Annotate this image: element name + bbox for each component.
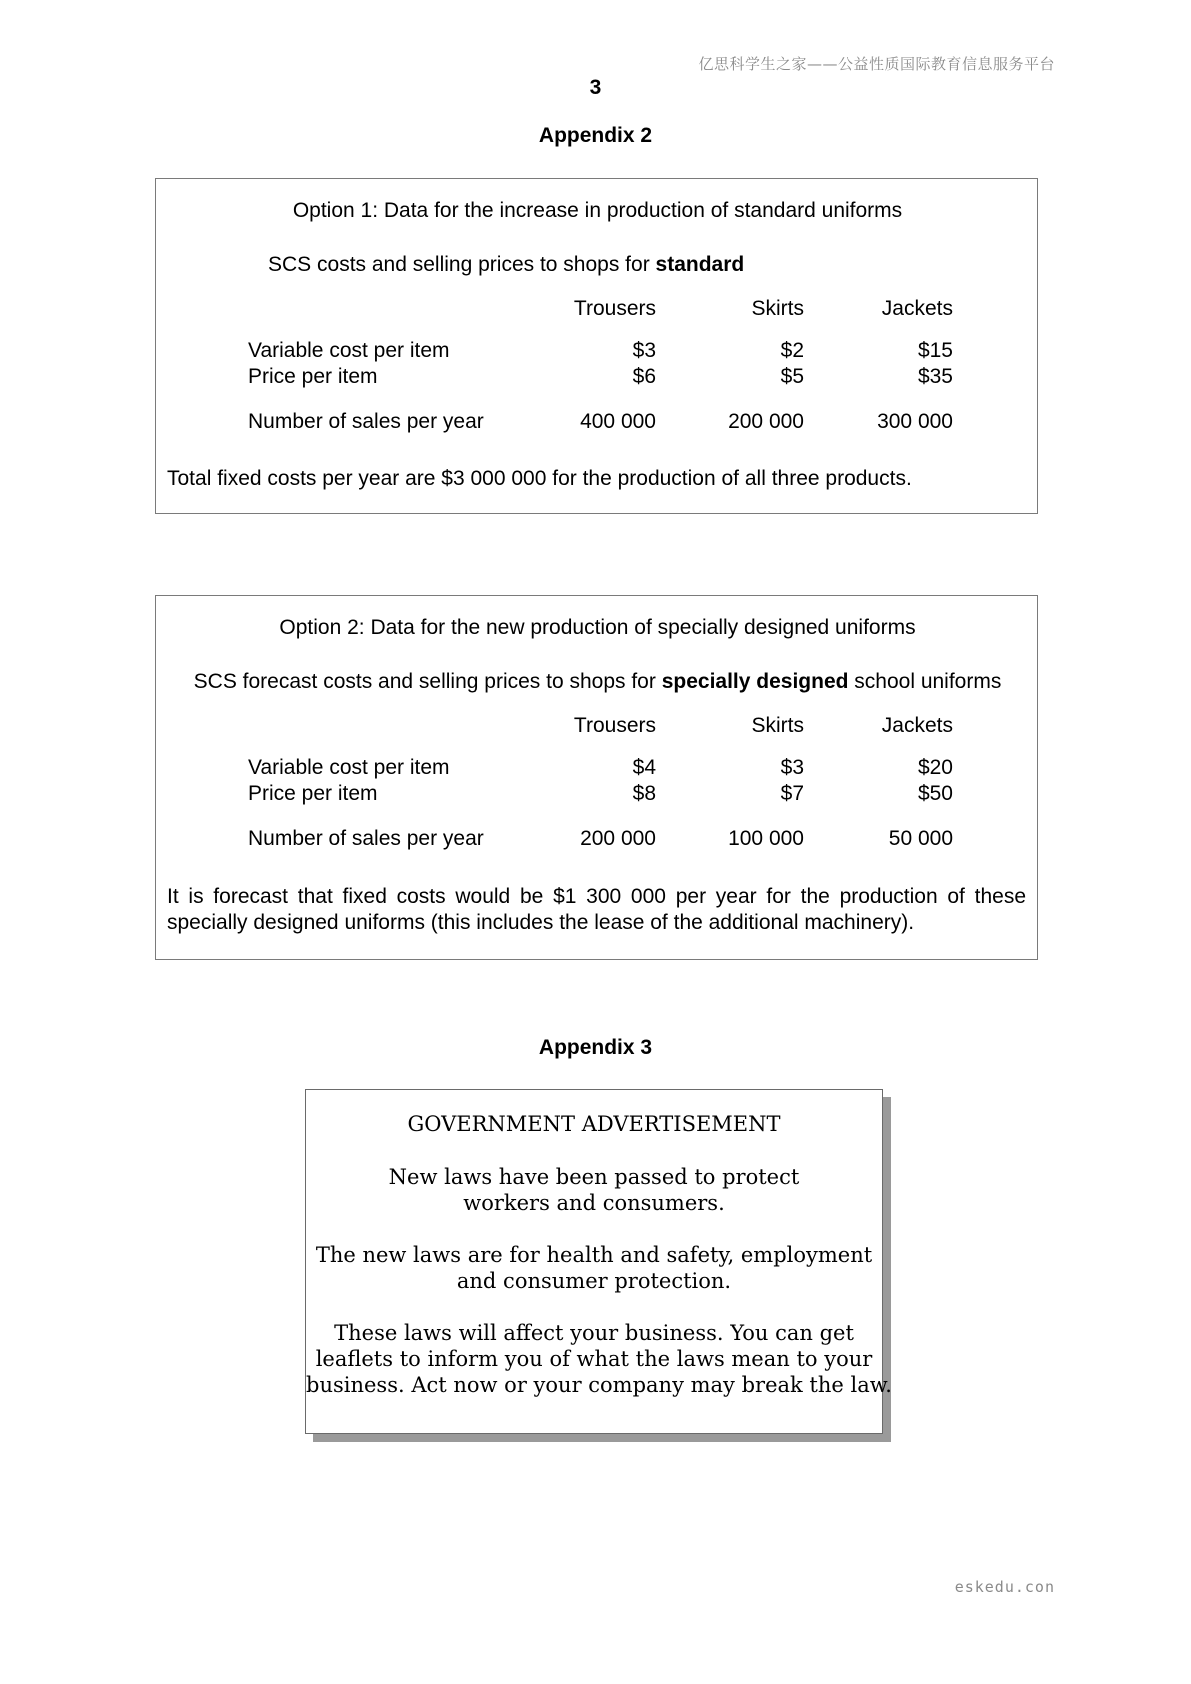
table-cell: $50: [917, 782, 953, 805]
row-label-variable-cost: Variable cost per item: [248, 756, 450, 779]
option-2-note-line-1: It is forecast that fixed costs would be $1 300 000 per year for the production of these: [167, 885, 1026, 908]
table-cell: $3: [632, 339, 656, 362]
appendix-3-heading: Appendix 3: [538, 1036, 653, 1059]
advertisement-line: and consumer protection.: [456, 1269, 732, 1293]
table-cell: $20: [917, 756, 953, 779]
table-cell: $5: [780, 365, 804, 388]
table-cell: $6: [632, 365, 656, 388]
option-1-subtitle-text: SCS costs and selling prices to shops for: [268, 253, 656, 276]
option-1-subtitle-bold: standard: [655, 253, 745, 276]
watermark-url: eskedu.con: [954, 1578, 1055, 1596]
column-header-skirts: Skirts: [751, 297, 804, 320]
option-1-box: [155, 178, 1038, 514]
table-cell: $35: [917, 365, 953, 388]
table-cell: $8: [632, 782, 656, 805]
option-1-title: Option 1: Data for the increase in production of standard uniforms: [292, 199, 903, 222]
table-cell: 100 000: [728, 827, 804, 850]
advertisement-title: GOVERNMENT ADVERTISEMENT: [407, 1112, 781, 1136]
option-2-note-line-2: specially designed uniforms (this includes the lease of the additional machinery).: [167, 911, 915, 934]
table-cell: 200 000: [728, 410, 804, 433]
table-cell: $15: [917, 339, 953, 362]
table-cell: 200 000: [580, 827, 656, 850]
column-header-jackets: Jackets: [881, 297, 953, 320]
government-advertisement: [305, 1089, 892, 1434]
table-cell: 400 000: [580, 410, 656, 433]
watermark-text: 亿思科学生之家——公益性质国际教育信息服务平台: [698, 55, 1055, 73]
row-label-sales: Number of sales per year: [248, 827, 484, 850]
advertisement-line: leaflets to inform you of what the laws mean to your: [315, 1347, 873, 1371]
option-1-note: Total fixed costs per year are $3 000 000 for the production of all three products.: [167, 467, 912, 490]
advertisement-line: The new laws are for health and safety, employment: [315, 1243, 873, 1267]
table-cell: 300 000: [877, 410, 953, 433]
page-number: 3: [589, 76, 602, 99]
table-cell: 50 000: [888, 827, 953, 850]
column-header-jackets: Jackets: [881, 714, 953, 737]
option-2-subtitle: [156, 670, 1039, 694]
option-2-title: Option 2: Data for the new production of specially designed uniforms: [279, 616, 916, 639]
table-cell: $7: [780, 782, 804, 805]
row-label-price: Price per item: [248, 782, 378, 805]
option-2-subtitle-suffix: school uniforms: [848, 670, 1002, 693]
option-2-subtitle-bold: specially designed: [661, 670, 849, 693]
column-header-skirts: Skirts: [751, 714, 804, 737]
table-cell: $3: [780, 756, 804, 779]
table-cell: $4: [632, 756, 656, 779]
advertisement-line: New laws have been passed to protect: [388, 1165, 800, 1189]
advertisement-line: business. Act now or your company may break the law.: [306, 1373, 892, 1397]
appendix-2-heading: Appendix 2: [538, 124, 653, 147]
option-2-note: [167, 884, 1026, 936]
column-header-trousers: Trousers: [573, 714, 656, 737]
option-2-box: [155, 595, 1038, 960]
advertisement-line: These laws will affect your business. You can get: [334, 1321, 854, 1345]
option-2-subtitle-text: SCS forecast costs and selling prices to shops for: [193, 670, 662, 693]
table-cell: $2: [780, 339, 804, 362]
advertisement-line: workers and consumers.: [463, 1191, 725, 1215]
row-label-price: Price per item: [248, 365, 378, 388]
column-header-trousers: Trousers: [573, 297, 656, 320]
option-1-subtitle: [268, 253, 744, 277]
row-label-variable-cost: Variable cost per item: [248, 339, 450, 362]
row-label-sales: Number of sales per year: [248, 410, 484, 433]
